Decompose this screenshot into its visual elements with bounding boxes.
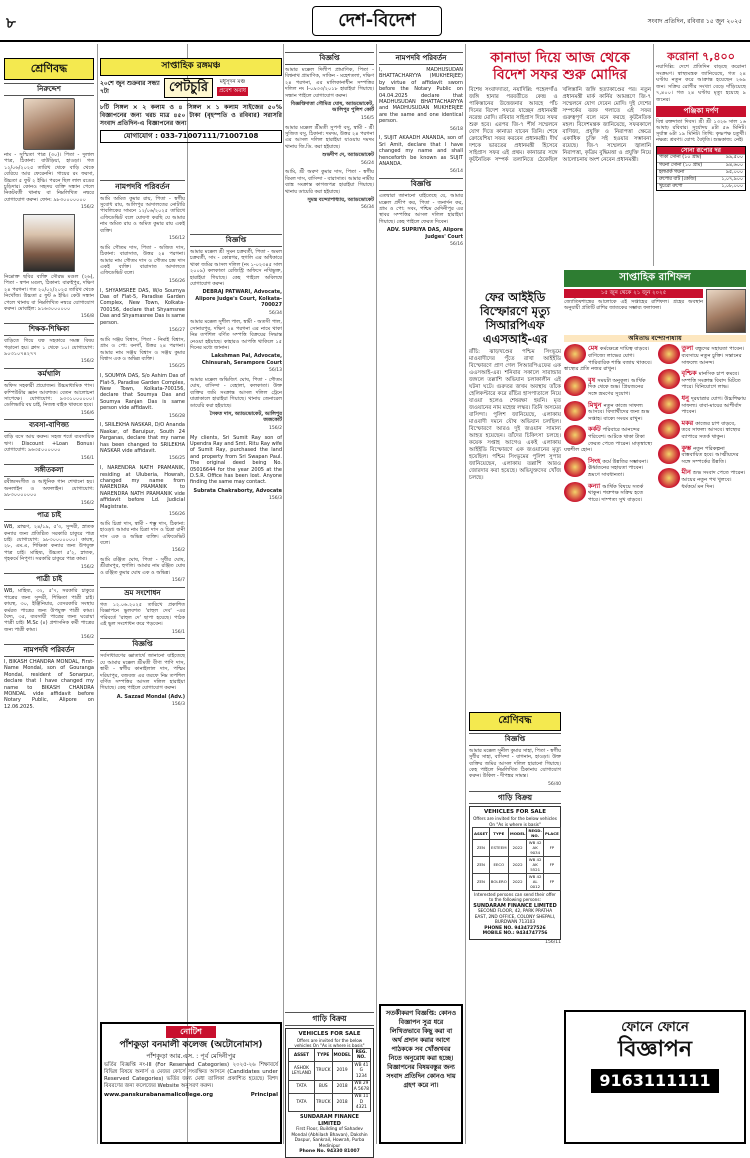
column-divider xyxy=(283,44,284,1144)
table-cell: 2022 xyxy=(508,873,527,890)
horoscope-header: সাপ্তাহিক রাশিফল xyxy=(564,270,746,287)
vehicle-bottom-head: গাড়ি বিক্রয় xyxy=(469,791,561,805)
vehicle-bottom-sub: Offers are invited for the below vehicles On "As is where is basis" xyxy=(473,816,557,827)
gold-rate-value: ১,০৭,৯০০ xyxy=(721,176,743,182)
zodiac-item xyxy=(658,344,747,366)
ad-number: 156/26 xyxy=(169,278,185,284)
notice-column-3 xyxy=(190,232,282,970)
vehicle-sale-left xyxy=(285,1010,374,1155)
si-headline-2: বিস্ফোরণে মৃত্যু xyxy=(480,304,550,318)
name-change-item: I, MADHUSUDAN BHATTACHARYYA (MUKHERJEE) by virtue of affidavit sworn before the Notary Public on 04.04.2025 declare that MADHUSUDAN BHATTACHARYYA and MADHUSUDAN MUKHERJEE are the same and one identical person. xyxy=(379,66,463,125)
zodiac-item xyxy=(658,369,747,391)
caution-text: সতর্কীকরণ বিজ্ঞপ্তি: কোনও বিজ্ঞাপন সুত্র ধরে লিখিতভাবে কিছু করা বা অর্থ প্রদান করার আগে পাঠককে সব খোঁজখবর নিতে অনুরোধ করা হচ্ছে। বিজ্ঞাপনের বিষয়বস্তুর জন্য সংবাদ প্রতিদিন কোনও দায় গ্রহণ করে না। xyxy=(385,1009,457,1089)
column-divider xyxy=(97,44,98,1144)
table-header: PLACE xyxy=(543,827,560,839)
name-change-heading: নামপদবি পরিবর্তন xyxy=(4,644,94,657)
missing-heading: নিরুদ্দেশ xyxy=(4,83,94,96)
zodiac-sign-text: নতুন কাজে সাফল্য আসবে। বিদ্যার্থীদের জন্য শুভ সপ্তাহ। বাক্যে সংযম রাখুন। xyxy=(588,402,650,422)
gold-rate-row xyxy=(657,169,745,176)
college-website[interactable]: www.panskurabanamalicollege.org xyxy=(104,1092,214,1099)
vijnapti-signer: Lakshman Pal, Advocate, Chinsurah, Serampore Court xyxy=(201,353,282,366)
name-change-header: নামপদবি পরিবর্তন xyxy=(100,180,185,194)
zodiac-item xyxy=(564,376,653,398)
table-cell: TRUCK xyxy=(314,1062,332,1081)
zodiac-sign-name: মিথুন xyxy=(588,400,602,409)
table-cell: WB 11 D 4321 xyxy=(352,1093,370,1112)
si-body: রাঁচি: ঝাড়খণ্ডের পশ্চিম সিংভূমে মাওবাদীদের পুঁতে রাখা আইইডি বিস্ফোরণে প্রাণ গেল সিআরপিএফের এক এএসআই-এর। শনিবার সকালে সারান্ডার জঙ্গলে তল্লাশি অভিযান চলাকালীন এই ঘটনা ঘটে। গুরুতর জখম অবস্থায় তাঁকে হেলিকপ্টারে করে রাঁচির হাসপাতালে নিয়ে যাওয়া হলেও শেষরক্ষা হয়নি। মৃত জওয়ানের নাম মহেন্দ্র লস্কর। তিনি অসমের বাসিন্দা। পুলিশ জানিয়েছে, এলাকায় মাওবাদী দমনে যৌথ অভিযান চলছিল। বিস্ফোরণে আরও দুই জওয়ান সামান্য আহত হয়েছেন। তাঁদের চিকিৎসা চলছে। কয়েক সপ্তাহ আগেও একই এলাকায় আইইডি বিস্ফোরণে এক জওয়ানের মৃত্যু হয়েছিল। পশ্চিম সিংভূমের পুলিশ সুপার জানিয়েছেন, এলাকায় তল্লাশি আরও জোরদার করা হয়েছে। অভিযুক্তদের খোঁজ চলছে। xyxy=(469,349,561,481)
music-text: রবীন্দ্রসংগীত ও আধুনিক গান শেখানো হয়। অনলাইন ও অফলাইন। যোগাযোগ: ৯৮৩০০০০০০০ xyxy=(4,479,94,499)
name-change-item: আমি গৌতম দাস, পিতা - অজিত দাস, ঠিকানা: বারাসাত, উত্তর ২৪ পরগনা। আমার নাম গৌতম দাস ও গৌতম চন্দ্র দাস একই ব্যক্তি। বারাসাত আদালতে এফিডেভিট বলে। xyxy=(100,244,185,277)
vehicle-sale-title: VEHICLES FOR SALE xyxy=(298,1030,361,1037)
zodiac-sign-name: সিংহ xyxy=(588,456,601,465)
zodiac-sign-icon xyxy=(658,344,680,364)
table-cell: WB 41 G 1234 xyxy=(352,1062,370,1081)
ad-number: 156/2 xyxy=(172,548,185,554)
teacher-text: বাড়িতে গিয়ে যত্ন সহকারে সমস্ত বিষয় পড়ানো হয়। ক্লাস ১ থেকে ১০। যোগাযোগ: ৯০৩১০৭৪২৭৭ xyxy=(4,338,94,357)
astrologer-photo xyxy=(706,289,746,333)
table-cell: 2018 xyxy=(332,1093,352,1112)
business-text: বাড়ি বসে আয় করুন। সহজ শর্তে ব্যবসায়িক ঋণ। Discount +Loan Bonus। যোগাযোগ: ৯৬৩৫০০০০০০ xyxy=(4,434,94,454)
ad-number: 156/2 xyxy=(81,500,94,506)
caution-notice xyxy=(379,1004,463,1144)
canada-news xyxy=(469,50,651,264)
table-header: TYPE xyxy=(314,1049,332,1062)
column-divider xyxy=(465,44,466,1144)
ad-number: 56/18 xyxy=(450,126,463,132)
ad-number: 156/1 xyxy=(81,455,94,461)
table-cell: TATA xyxy=(289,1093,315,1112)
name-change-item: আমি সঞ্জয় বিশ্বাস, পিতা - নিমাই বিশ্বাস, গ্রাম ও পো: বনগাঁ, উত্তর ২৪ পরগনা। আমার নাম সঞ্জয় বিশ্বাস ও সঞ্জয় কুমার বিশ্বাস এক ও অভিন্ন ব্যক্তি। xyxy=(100,336,185,362)
table-header: TYPE xyxy=(489,827,508,839)
ad-number: 156/3 xyxy=(172,702,185,708)
vehicle-sale-sub: Offers are invited for the below vehicles On "As is where is basis" xyxy=(294,1037,365,1048)
vehicle-bottom-title: VEHICLES FOR SALE xyxy=(484,809,546,816)
ad-number: 56/40 xyxy=(548,781,561,787)
zodiac-list xyxy=(564,344,746,503)
table-header: REG. NO. xyxy=(352,1049,370,1062)
name-change-header: নামপদবি পরিবর্তন xyxy=(379,52,463,65)
vijnapti-item: আমার মক্কেল অভিজিৎ ঘোষ, পিতা - গৌতম ঘোষ, বাসিন্দা - বেহালা, কলকাতা। উক্ত ব্যক্তির জমি সংক্রান্ত আসল দলিল ট্রেনে যাত্রাকালে হারাইয়া গিয়াছে। থানায় জেনারেল ডায়েরি করা হইয়াছে। xyxy=(190,376,282,409)
job-text: অফিস সহকারী প্রয়োজন। উচ্চমাধ্যমিক পাস। কম্পিউটার জ্ঞান আবশ্যক। বেতন আলোচনা সাপেক্ষে। যোগাযোগ: ৯৩৩১০০০০০০। ডেলিভারি বয় চাই, নিজস্ব বাইক থাকতে হবে। xyxy=(4,383,94,409)
groom-heading: পাত্র চাই xyxy=(4,509,94,522)
vehicle-table xyxy=(288,1048,371,1112)
theatre-phone: যোগাযোগ : 033-71007111/71007108 xyxy=(100,130,282,143)
gold-rate-value: ৯৪,৬০০ xyxy=(725,162,743,168)
name-change-item: আমি রঞ্জিত ঘোষ, পিতা - সুধীর ঘোষ, শ্রীরামপুর, হুগলি। আমার নাম রঞ্জিত ঘোষ ও রঞ্জিত কুমার ঘোষ এক ও অভিন্ন। xyxy=(100,557,185,576)
table-row xyxy=(289,1062,371,1081)
phone-ad-number[interactable]: 9163111111 xyxy=(591,1069,718,1093)
theatre-header: সাপ্তাহিক রঙ্গমঞ্চ xyxy=(100,58,282,76)
section-masthead: দেশ-বিদেশ xyxy=(312,6,442,36)
table-header: ASSET xyxy=(473,827,490,839)
table-row xyxy=(289,1080,371,1093)
vijnapti-signer: বিজ্ঞপ্তিদাতা সৌমিত্র ঘোষ, অ্যাডভোকেট, আলিপুর পুলিশ কোর্ট xyxy=(290,100,374,114)
table-cell: FP xyxy=(543,839,560,856)
zodiac-sign-text: মানসিক চাপ কমবে। সম্পত্তি সংক্রান্ত বিবাদ মিটতে পারে। বিনিয়োগে লাভ। xyxy=(681,371,741,391)
gold-rate-table xyxy=(657,154,745,190)
vijnapti-item: আমার মক্কেল শ্রীমতী সুপর্ণা বসু, স্বামী - শ্রী সুজিত বসু, ঠিকানা: দমদম, উত্তর ২৪ পরগনা এর আসল দলিল হারাইয়া যাওয়ায় দমদম থানায় জি.ডি. করা হইয়াছে। xyxy=(285,124,374,150)
college-name: পাঁশকুড়া বনমালী কলেজ (অটোনোমাস) xyxy=(119,1040,263,1051)
ad-number: 56/13 xyxy=(269,368,282,374)
business-heading: ব্যবসা-বাণিজ্য xyxy=(4,419,94,432)
dateline: সংবাদ প্রতিদিন, রবিবার ১৫ জুন ২০২৫ xyxy=(647,18,742,25)
table-cell: TATA xyxy=(289,1080,315,1093)
zodiac-item xyxy=(658,468,747,490)
ad-number: 156/2 xyxy=(81,635,94,641)
table-cell: EECO xyxy=(489,856,508,873)
ad-number: 156/7 xyxy=(172,578,185,584)
zodiac-sign-icon xyxy=(658,444,680,464)
vijnapti-item: আমার মক্কেল দিলীপ প্রামাণিক, পিতা - বিশ্বনাথ প্রামাণিক, সাকিন - মহেশতলা, দক্ষিণ ২৪ পরগনা, এর মালিকানাধীন সম্পত্তির দলিল নং I-০৯৩৩/২০১৮ হারাইয়া গিয়াছে। সন্ধান পাইলে যোগাযোগ করুন। xyxy=(285,66,374,99)
zodiac-item xyxy=(564,482,653,504)
zodiac-sign-text: পরিবারে আনন্দের পরিবেশ। আটকে থাকা টাকা ফেরত পেতে পারেন। মাতৃস্বাস্থ্যে যত্নশীল হোন। xyxy=(564,427,653,454)
missing-person-photo xyxy=(23,98,75,150)
errata-text: গত ১২.০৬.২০২৫ তারিখে প্রকাশিত বিজ্ঞাপনে ভুলবশত 'রাহুল দেব' -এর পরিবর্তে 'রাহুল দে' ছাপা হয়েছে। পাঠক এই ভুল সংশোধন করে পড়বেন। xyxy=(100,601,185,628)
table-cell: BOLERO xyxy=(489,873,508,890)
classified-bottom xyxy=(469,712,561,1144)
horoscope xyxy=(564,270,746,1006)
table-row xyxy=(473,839,561,856)
ad-number: 56/24 xyxy=(361,160,374,166)
gold-rate-label: খুচরো রুপো xyxy=(659,183,683,189)
zodiac-sign-icon xyxy=(658,468,680,488)
ad-number: 56/34 xyxy=(269,310,282,316)
ad-number: 56/16 xyxy=(450,241,463,247)
vehicle-sale-header: গাড়ি বিক্রয় xyxy=(285,1012,374,1026)
phone-ad-line2: বিজ্ঞাপন xyxy=(617,1036,693,1062)
horoscope-week: ১৫ জুন থেকে ২১ জুন ২০২৫ xyxy=(564,289,703,298)
phone-ad xyxy=(564,1010,746,1144)
theatre-banner xyxy=(100,58,282,170)
zodiac-sign-name: কন্যা xyxy=(588,481,601,490)
gold-rate-label: হলমার্ক গয়না xyxy=(659,169,685,175)
zodiac-sign-name: মকর xyxy=(681,418,694,427)
vijnapti-header: বিজ্ঞপ্তি xyxy=(285,52,374,65)
name-change-column-5 xyxy=(379,50,463,870)
table-cell: WB 42 AK 5521 xyxy=(528,857,542,873)
booking-label: প্রবেশ অবাধ xyxy=(217,87,248,96)
ad-number: 156/27 xyxy=(169,328,185,333)
zodiac-sign-icon xyxy=(658,419,680,439)
page-number: ৮ xyxy=(6,14,16,32)
table-cell: WB 29 A 5678 xyxy=(353,1081,369,1092)
column-divider xyxy=(187,44,188,1144)
table-cell: WB 42 AL 0012 xyxy=(528,874,542,890)
table-cell: 2022 xyxy=(508,856,527,873)
si-news xyxy=(469,290,561,710)
zodiac-sign-icon xyxy=(564,344,586,364)
vijnapti-header: বিজ্ঞপ্তি xyxy=(190,234,282,247)
ad-number: 156/28 xyxy=(169,413,185,419)
table-row xyxy=(473,873,561,890)
si-headline-1: ফের আইইডি xyxy=(484,290,546,304)
bride-heading: পাত্রী চাই xyxy=(4,573,94,586)
college-notice xyxy=(100,1022,282,1144)
zodiac-sign-name: বৃষ xyxy=(588,375,596,384)
column-divider xyxy=(653,44,654,266)
zodiac-sign-icon xyxy=(564,376,586,396)
vijnapti-item: আমি, শ্রী অরুণ কুমার দাস, পিতা - স্বর্গীয় বিমল দাস, বাসিন্দা - বারাসাত। আমার নামীয় ব্যাঙ্ক সংক্রান্ত কাগজপত্র হারাইয়া গিয়াছে। থানায় ডায়েরি করা হইয়াছে। xyxy=(285,169,374,195)
show-venue: মধুসূদন মঞ্চ xyxy=(219,79,246,86)
vijnapti-text: এতদ্বারা জানানো যাইতেছে যে, আমার মক্কেল প্রদীপ কর, পিতা - জনার্দন কর, গ্রাম ও পো: সবং, পশ্চিম মেদিনীপুর এর স্থাবর সম্পত্তির আসল দলিল হারাইয়া গিয়াছে। কেহ পাইলে ফেরত দিবেন। xyxy=(379,193,463,225)
ad-number: 56/34 xyxy=(361,205,374,211)
zodiac-sign-icon xyxy=(564,457,586,477)
show-title: পেটচুরি xyxy=(164,78,213,99)
table-header: ASSET xyxy=(289,1049,315,1062)
ad-number: 156/5 xyxy=(361,115,374,121)
college-signer: Principal xyxy=(250,1092,278,1099)
name-change-item: I, SRILEKHA NASKAR, D/O Ananda Naskar, of Baruipur, South 24 Parganas, declare that my name has been changed to SRILEKHA NASKAR vide affidavit. xyxy=(100,422,185,454)
ad-number: 156/11 xyxy=(545,940,561,946)
classified-column xyxy=(4,58,94,1144)
gold-rate-value: ৯৫,০০০ xyxy=(725,169,743,175)
ad-number: 56/14 xyxy=(450,169,463,175)
name-change-text: I, BIKASH CHANDRA MONDAL, First-Name Mondal, son of Gouranga Mondal, resident of Sonarpur, declare that I have changed my name to BIKASH CHANDRA MONDAL vide affidavit before Notary Public, Alipore on 12.06.2025. xyxy=(4,658,94,710)
zodiac-sign-name: মেষ xyxy=(588,344,598,353)
vijnapti-signer: DEBRAJ PATWARI, Advocate, Alipore Judge's Court, Kolkata-700027 xyxy=(195,289,282,309)
ad-number: 156/2 xyxy=(81,564,94,570)
name-change-column xyxy=(100,178,185,968)
page-header xyxy=(0,0,750,40)
table-row xyxy=(289,1093,371,1112)
ad-number: 156/3 xyxy=(269,496,282,502)
name-change-item: I, SOUMYA DAS, S/o Ashim Das of Flat-5, Paradise Garden Complex, New Town, Kolkata-700156, declare that Soumya Das and Soumya Ranjan Das is same person vide affidavit. xyxy=(100,373,185,412)
job-heading: কর্মখালি xyxy=(4,368,94,381)
notice-board-header: নোটিশ xyxy=(166,1026,216,1038)
ad-number: 156/2 xyxy=(81,205,94,211)
si-headline-4: এএসআই-এর xyxy=(482,332,548,346)
si-headline-3: সিআরপিএফ xyxy=(485,318,545,332)
gold-rate-header: সোনা রূপোর দর xyxy=(657,147,745,155)
zodiac-sign-text: কর্মে উন্নতির সম্ভাবনা। ঊর্ধ্বতনের সহায়তা পাবেন। ভ্রমণে সাবধানতা। xyxy=(588,458,648,478)
zodiac-sign-text: কাজের চাপ বাড়বে, তবে সাফল্য আসবে। স্বাস্থ্যের ব্যাপারে সতর্ক থাকুন। xyxy=(681,420,741,440)
bride-text: WB, মাহিষ্য, ৩২, ৫'৭, সরকারি চাকুরে পাত্রের জন্য সুন্দরী, শিক্ষিতা পাত্রী চাই। কায়স্থ, ৩০, ইঞ্জিনিয়ার, বেসরকারি সংস্থায় কর্মরত পাত্রের জন্য উপযুক্ত পাত্রী কাম্য। বৈদ্য, ৩৫, ব্যবসায়ী পাত্রের জন্য ঘরোয়া পাত্রী চাই। M.Sc (৪) প্রশাসনিক কর্মী পাত্রের জন্য পাত্রী কাম্য। xyxy=(4,588,94,633)
phone-ad-line1: ফোনে ফোনে xyxy=(621,1020,689,1035)
table-cell: ZEN xyxy=(473,873,490,890)
name-change-item: I, SHYAMSREE DAS, W/o Soumya Das of Flat-5, Paradise Garden Complex, New Town, Kolkata-700156, declare that Shyamsree Das and Shyamasree Das is same person. xyxy=(100,287,186,326)
notice-column-4 xyxy=(285,50,374,1012)
zodiac-sign-text: বন্ধুদের সহায়তা পাবেন। ব্যবসায়ে নতুন চুক্তি। সন্তানের সাফল্যে আনন্দ। xyxy=(681,346,745,366)
ad-number: 156/25 xyxy=(169,364,185,370)
ad-number: 156/6 xyxy=(81,410,94,416)
gold-rate-label: পাকা সোনা (১০ গ্রাম) xyxy=(659,155,702,161)
ad-number: 156/12 xyxy=(169,236,185,242)
name-change-item: আমি অমিত কুমার রায়, পিতা - স্বর্গীয় সুবোধ রায়, আলিপুর আদালতের নোটারি পাবলিকের সামনে ১২/০৬/২০২৫ তারিখে এফিডেভিট বলে ঘোষণা করছি যে আমার নাম অমিত রায় ও অমিত কুমার রায় একই ব্যক্তি। xyxy=(100,195,185,234)
zodiac-sign-icon xyxy=(564,401,586,421)
header-rule xyxy=(0,40,750,42)
zodiac-item xyxy=(658,444,747,466)
vijnapti-item: আমার মক্কেল শ্রী সুমন চক্রবর্তী, পিতা - অমল চক্রবর্তী, সাং - কোন্নগর, হুগলি এর অধিকারে থাকা জমির আসল দলিল (নং ১-০২৩৪৫ সাল ২০০৯) কলকাতা রেজিস্ট্রি অফিসে নথিভুক্ত, হারাইয়া গিয়াছে। কেহ পাইলে অবিলম্বে যোগাযোগ করুন। xyxy=(190,248,282,287)
canada-headline-1: কানাডা দিয়ে আজ থেকে xyxy=(490,50,630,66)
college-notice-body: ভর্তির বিজ্ঞপ্তি নং-III (For Reserved Categories) ২০২৫-২৬ শিক্ষাবর্ষে বিভিন্ন বিষয়ে অনার্স ও মেজর কোর্সে সংরক্ষিত আসনে (Candidates under Reserved Categories) ভর্তির জন্য মেধা তালিকা প্রকাশিত হয়েছে। বিশদ বিবরণের জন্য কলেজের Website অনুসরণ করুন। xyxy=(104,1062,278,1090)
vehicle-bottom-table xyxy=(472,827,561,891)
ad-number: 156/1 xyxy=(172,629,185,635)
vijnapti-signer: Subrata Chakraborty, Advocate xyxy=(193,487,282,494)
table-cell: FP xyxy=(543,856,560,873)
vehicle-bottom-mobile: MOBILE NO.: 9434747756 xyxy=(482,931,548,937)
vehicle-company: SUNDARAM FINANCE LIMITED xyxy=(300,1114,359,1127)
table-cell: 2018 xyxy=(332,1080,352,1093)
notice-text: সর্বসাধারণের জ্ঞাতার্থে জানানো যাইতেছে যে আমার মক্কেল শ্রীমতী বীণা পাণি দাস, স্বামী - স্বর্গীয় কানাইলাল দাস, পশ্চিম দরিয়াপুর, বজবজ এর তরফে নিম্ন তপশিল বর্ণিত সম্পত্তির আসল দলিল হারাইয়া গিয়াছে। কেহ পাইলে যোগাযোগ করুন। xyxy=(100,653,185,692)
zodiac-sign-text: কর্মক্ষেত্রে দায়িত্ব বাড়বে। বাণিজ্যে লাভের যোগ। পারিবারিক শান্তি বজায় থাকবে। স্বাস্থ্যের প্রতি নজর রাখুন। xyxy=(564,346,652,373)
zodiac-sign-text: সময়টা অনুকূল। আর্থিক দিক থেকে শুভ। প্রিয়জনের সঙ্গে ভ্রমণের সুযোগ। xyxy=(588,377,646,398)
gold-rate-row xyxy=(657,154,745,161)
college-sub: পাঁশকুড়া আর.এস. : পূর্ব মেদিনীপুর xyxy=(146,1051,236,1060)
table-cell: WB 42 AK 9034 xyxy=(528,840,542,856)
table-cell: BUS xyxy=(314,1080,332,1093)
zodiac-item xyxy=(564,457,653,479)
table-cell: ASHOK LEYLAND xyxy=(289,1062,315,1081)
ad-number: 156/25 xyxy=(169,456,185,462)
music-heading: সঙ্গীতকলা xyxy=(4,464,94,477)
zodiac-sign-icon xyxy=(564,425,586,445)
table-cell: ESTEEM xyxy=(489,839,508,856)
zodiac-sign-icon xyxy=(564,482,586,502)
ad-number: 156/2 xyxy=(269,425,282,431)
column-divider xyxy=(376,44,377,1144)
gold-rate-label: রুপোর বাট (কেজি) xyxy=(659,176,697,182)
missing-text: নাম - সুস্মিতা পাত্র (৩০)। পিতা - দুলাল পাত্র, ঠিকানা: বাউড়িয়া, হাওড়া। গত ১২/০৬/২০২৫ তারিখ থেকে বাড়ি থেকে বেরিয়ে আর ফেরেননি। গায়ের রং ফরসা, উচ্চতা ৫ ফুট ২ ইঞ্চি। পরনে ছিল লাল রঙের চুড়িদার। কোনও সহৃদয় ব্যক্তি সন্ধান পেলে নিকটবর্তী থানায় বা নিম্নলিখিত নম্বরে যোগাযোগ করুন। ফোন: ৯৮৩০০০০০০০ xyxy=(4,152,94,203)
notice-signer: A. Sazzad Mondal (Adv.) xyxy=(116,693,185,700)
corona-body: নয়াদিল্লি: দেশে প্রতিদিন বাড়ছে করোনা সংক্রমণ। স্বাস্থ্যমন্ত্রক জানিয়েছে, গত ২৪ ঘণ্টায় নতুন করে আক্রান্ত হয়েছেন ২৬৯ জন। সক্রিয় রোগীর সংখ্যা বেড়ে দাঁড়িয়েছে ৭,৪০০। গত ২৪ ঘণ্টায় মৃত্যু হয়েছে ৯ জনের। xyxy=(656,64,746,104)
zodiac-sign-name: বৃশ্চিক xyxy=(681,369,697,378)
canada-body: বিশেষ সংবাদদাতা, নয়াদিল্লি: পহেলগাঁও জঙ্গি হানার পরবর্তীতে কেন্দ্র ও পাকিস্তানের উত্তেজনার আবহে পাঁচ দিনের বিদেশ সফরে যাচ্ছেন প্রধানমন্ত্রী নরেন্দ্র মোদি। রবিবার সাইপ্রাস দিয়ে সফর শুরু হবে। এরপর জি-৭ শীর্ষ সম্মেলনে যোগ দিতে কানাডা যাবেন তিনি। শেষে ক্রোয়েশিয়া সফর করবেন প্রধানমন্ত্রী। দীর্ঘ দশকে ভারতের প্রধানমন্ত্রী হিসেবে সাইপ্রাস সফর এই প্রথম। কানাডার সঙ্গে কূটনৈতিক সম্পর্ক তলানিতে ঠেকেছিল খলিস্তানি জঙ্গি হত্যাকাণ্ডের পর। নতুন প্রধানমন্ত্রী মার্ক কার্নির আমন্ত্রণে জি-৭ সম্মেলনে যোগ দেবেন মোদি। দুই দেশের সম্পর্কের বরফ গলাতে এই সফর গুরুত্বপূর্ণ বলে মনে করছে কূটনৈতিক মহল। বিদেশমন্ত্রক জানিয়েছে, সফরকালে বাণিজ্য, প্রযুক্তি ও নিরাপত্তা ক্ষেত্রে একাধিক চুক্তি সই হওয়ার সম্ভাবনা রয়েছে। জি-৭ সম্মেলনে জ্বালানি নিরাপত্তা, কৃত্রিম বুদ্ধিমত্তা ও প্রযুক্তি নিয়ে আলোচনায় অংশ নেবেন প্রধানমন্ত্রী। xyxy=(469,87,651,163)
vijnapti-signer: সুমন্ত্র বন্দ্যোপাধ্যায়, অ্যাডভোকেট xyxy=(307,196,374,203)
zodiac-sign-name: কর্কট xyxy=(588,425,601,434)
theatre-ad-line: ৮টি সিঙ্গল × ২ কলাম ও ৪ সিঙ্গল × ১ কলাম সাইজের ৫০% বিজ্ঞাপনের জন্য খরচ মাত্র ৪৫০ টাকা (বৃহস্পতি ও রবিবার) সরাসরি সংবাদ প্রতিদিন-এ বিজ্ঞাপনের জন্য xyxy=(100,104,282,128)
vijnapti-signer: শুভদীপ দে, অ্যাডভোকেট xyxy=(322,152,374,159)
missing-person-photo-2 xyxy=(23,214,75,272)
zodiac-item xyxy=(564,401,653,423)
vehicle-bottom-company: SUNDARAM FINANCE LIMITED xyxy=(473,902,557,909)
right-rail xyxy=(656,50,746,266)
table-cell: FP xyxy=(543,873,560,890)
canada-headline-2: বিদেশ সফর শুরু মোদির xyxy=(492,67,628,83)
astrologer-name: অমিতাভ বন্দ্যোপাধ্যায় xyxy=(564,335,746,343)
table-cell: TRUCK xyxy=(314,1093,332,1112)
table-row xyxy=(473,856,561,873)
zodiac-item xyxy=(658,394,747,416)
gold-rate-row xyxy=(657,162,745,169)
zodiac-sign-text: আর্থিক বিষয়ে সতর্ক থাকুন। শত্রুপক্ষ সক্রিয় হতে পারে। দাম্পত্য সুখ বাড়বে। xyxy=(588,483,644,503)
classified-header: শ্রেণিবদ্ধ xyxy=(4,58,94,80)
corona-headline: করোনা ৭,৪০০ xyxy=(667,50,735,63)
classified-bottom-notice: আমার মক্কেল সুনীল কুমার সাহা, পিতা - স্বর্গীয় সুধীর সাহা, বাসিন্দা - বাগনান, হাওড়া। উক্ত ব্যক্তির জমির আসল দলিল হারানো গিয়াছে। কেহ পাইলে নিম্নলিখিত ঠিকানায় যোগাযোগ করুন। উকিল - দীপঙ্কর সামন্ত। xyxy=(469,747,561,780)
vijnapti-item: আমার মক্কেল সুশীল পাল, স্বামী - অতসী পাল, সোনারপুর, দক্ষিণ ২৪ পরগনা এর নামে থাকা নিম্ন তপশিল বর্ণিত সম্পত্তি বিক্রয়ের সিদ্ধান্ত নেওয়া হইয়াছে। কাহারও আপত্তি থাকিলে ১৫ দিনের মধ্যে জানান। xyxy=(190,319,282,351)
vijnapti-signer: ADV. SUPRIYA DAS, Alipore Judges' Court xyxy=(386,227,463,240)
horoscope-intro: জ্যোতিষশাস্ত্রের আলোকে এই সপ্তাহের রাশিফল। গ্রহের অবস্থান অনুযায়ী প্রতিটি রাশির জাতকের সম্ভাব্য ফলাফল। xyxy=(564,298,703,312)
classified-bottom-notice-head: বিজ্ঞপ্তি xyxy=(469,733,561,746)
vehicle-bottom-footer: Interested persons can send their offer to the following persons: xyxy=(474,891,556,903)
zodiac-item xyxy=(564,425,653,453)
almanac-header: পঞ্জিকা দর্পণ xyxy=(656,106,746,117)
zodiac-sign-name: কুম্ভ xyxy=(681,443,692,452)
table-cell: 2019 xyxy=(332,1062,352,1081)
zodiac-sign-text: দূরযাত্রার যোগ। উচ্চশিক্ষায় সাফল্য। বাবা-মায়ের আশীর্বাদ পাবেন। xyxy=(681,396,746,416)
vehicle-bottom-address: SECOND FLOOR, 42, PARK PRATHA EAST, 2ND OFFICE, COLONY SHEPALI, BURDWAN 713103 xyxy=(474,909,556,926)
table-header: MODEL xyxy=(508,827,527,839)
table-header: REGD. NO. xyxy=(528,828,542,839)
vijnapti-header: বিজ্ঞপ্তি xyxy=(379,178,463,191)
gold-rate-value: ১,০৮,০০০ xyxy=(721,183,743,189)
table-cell: 2022 xyxy=(508,839,527,856)
gold-rate-row xyxy=(657,183,745,190)
zodiac-sign-text: শুভ সংবাদ পেতে পারেন। আয়ের নতুন পথ খুলবে। ধর্মকর্মে মন দিন। xyxy=(681,470,746,490)
gold-rate-label: গয়না সোনা (১০ গ্রাম) xyxy=(659,162,703,168)
zodiac-sign-text: নতুন পরিকল্পনা বাস্তবায়িত হবে। আত্মীয়দের সঙ্গে সম্পর্কের উন্নতি। xyxy=(681,445,739,465)
missing2-text: নিম্নোক্ত ছবির ব্যক্তি সৌরভ মণ্ডল (২৬), পিতা - স্বপন মণ্ডল, ঠিকানা: বারুইপুর, দক্ষিণ ২৪ পরগনা। গত ২০/০২/২০২৫ তারিখ থেকে নিখোঁজ। উচ্চতা ৫ ফুট ৬ ইঞ্চি। কেউ সন্ধান পেলে থানায় বা নিম্নলিখিত নম্বরে যোগাযোগ করুন। মোবাইল: ৯১৬৩০০০০০০ xyxy=(4,274,94,313)
zodiac-sign-name: ধনু xyxy=(681,394,690,403)
show-date: ২০শে জুন শুক্রবার সন্ধ্যা ৭টা xyxy=(100,80,160,95)
ad-number: 156/26 xyxy=(169,511,185,517)
table-header: MODEL xyxy=(332,1049,352,1062)
ad-number: 156/2 xyxy=(81,359,94,365)
table-cell: ZEN xyxy=(473,839,490,856)
notice-heading: বিজ্ঞপ্তি xyxy=(100,638,185,651)
zodiac-item xyxy=(564,344,653,372)
almanac-body: বিশ্ব রক্তদাতা দিবস। শ্রী শ্রী ১৩২৬ সাল ১৬ আষাঢ় রবিবার। সূর্যোদয় ৪টা ৫৬ মিনিট। সূর্যাস্ত ৬টা ১৯ মিনিট। তিথি: কৃষ্ণপক্ষ চতুর্থী। নক্ষত্র: শ্রবণা। যোগ: বৈধৃতি। শুভকাজ: নেই। xyxy=(656,118,746,144)
zodiac-sign-name: মীন xyxy=(681,468,691,477)
teacher-heading: শিক্ষক-শিক্ষিকা xyxy=(4,323,94,336)
errata-heading: ভ্রম সংশোধন xyxy=(100,587,185,600)
vehicle-bottom-phone: PHONE NO. 9434727526 xyxy=(484,925,546,931)
zodiac-sign-icon xyxy=(658,369,680,389)
vijnapti-item: My clients, Sri Sumit Ray son of Upendra Ray and Smt. Ritu Ray wife of Sumit Ray, purchased the land and property from Sri Swapan Paul. The original deed being No. 05016644 for the year 2005 at the D.S.R. Office has been lost. Anyone finding the same may contact. xyxy=(190,434,282,486)
zodiac-sign-icon xyxy=(658,394,680,414)
name-change-item: I, SUJIT AKAADH ANANDA, son of Sri Amit, declare that I have changed my name and shall henceforth be known as SUJIT ANANDA. xyxy=(379,135,463,167)
gold-rate-value: ৯৯,৫০০ xyxy=(725,155,743,161)
name-change-item: আমি চিত্রা দাস, স্বামী - শম্ভু দাস, ঠিকানা: হাওড়া। আমার নাম চিত্রা দাস ও চিত্রা রানী দাস এক ও অভিন্ন ব্যক্তি। এফিডেভিট বলে। xyxy=(100,520,185,546)
vehicle-phone: Phone No. 94330 81007 xyxy=(299,1149,360,1155)
table-cell: ZEN xyxy=(473,856,490,873)
gold-rate-row xyxy=(657,176,745,183)
vehicle-address: First Floor, Building of Sahadev Mondal (Abhilash Bhavan), Dakshin Daspur, Sankrail, Howrah, Purba Medinipur xyxy=(291,1127,368,1149)
vijnapti-signer: সৈকত দাস, অ্যাডভোকেট, আলিপুর জজকোর্ট xyxy=(209,410,282,424)
ad-number: 156/8 xyxy=(81,314,94,320)
zodiac-item xyxy=(658,419,747,441)
name-change-item: I, NARENDRA NATH PRAMANIK, residing at Uluberia, Howrah, changed my name from NARENDRA PRAMANIK to NARENDRA NATH PRAMANIK vide affidavit before Ld. Judicial Magistrate. xyxy=(100,465,185,510)
zodiac-sign-name: তুলা xyxy=(681,344,694,353)
classified-bottom-header: শ্রেণিবদ্ধ xyxy=(469,712,561,731)
groom-text: WB, ব্রাহ্মণ, ২৪/১৯, ৫'৩, সুন্দরী, স্নাতক কন্যার জন্য প্রতিষ্ঠিত সরকারি চাকুরে পাত্র চাই। যোগাযোগ: ৯৮৩০০০০০০০। কায়স্থ, ২৮, এম.এ, শিক্ষিকা কন্যার জন্য উপযুক্ত পাত্র চাই। মাহিষ্য, উচ্চতা ৫'২, স্নাতক, গৃহকর্মে নিপুণা। সরকারি চাকুরে পাত্র কাম্য। xyxy=(4,524,94,563)
